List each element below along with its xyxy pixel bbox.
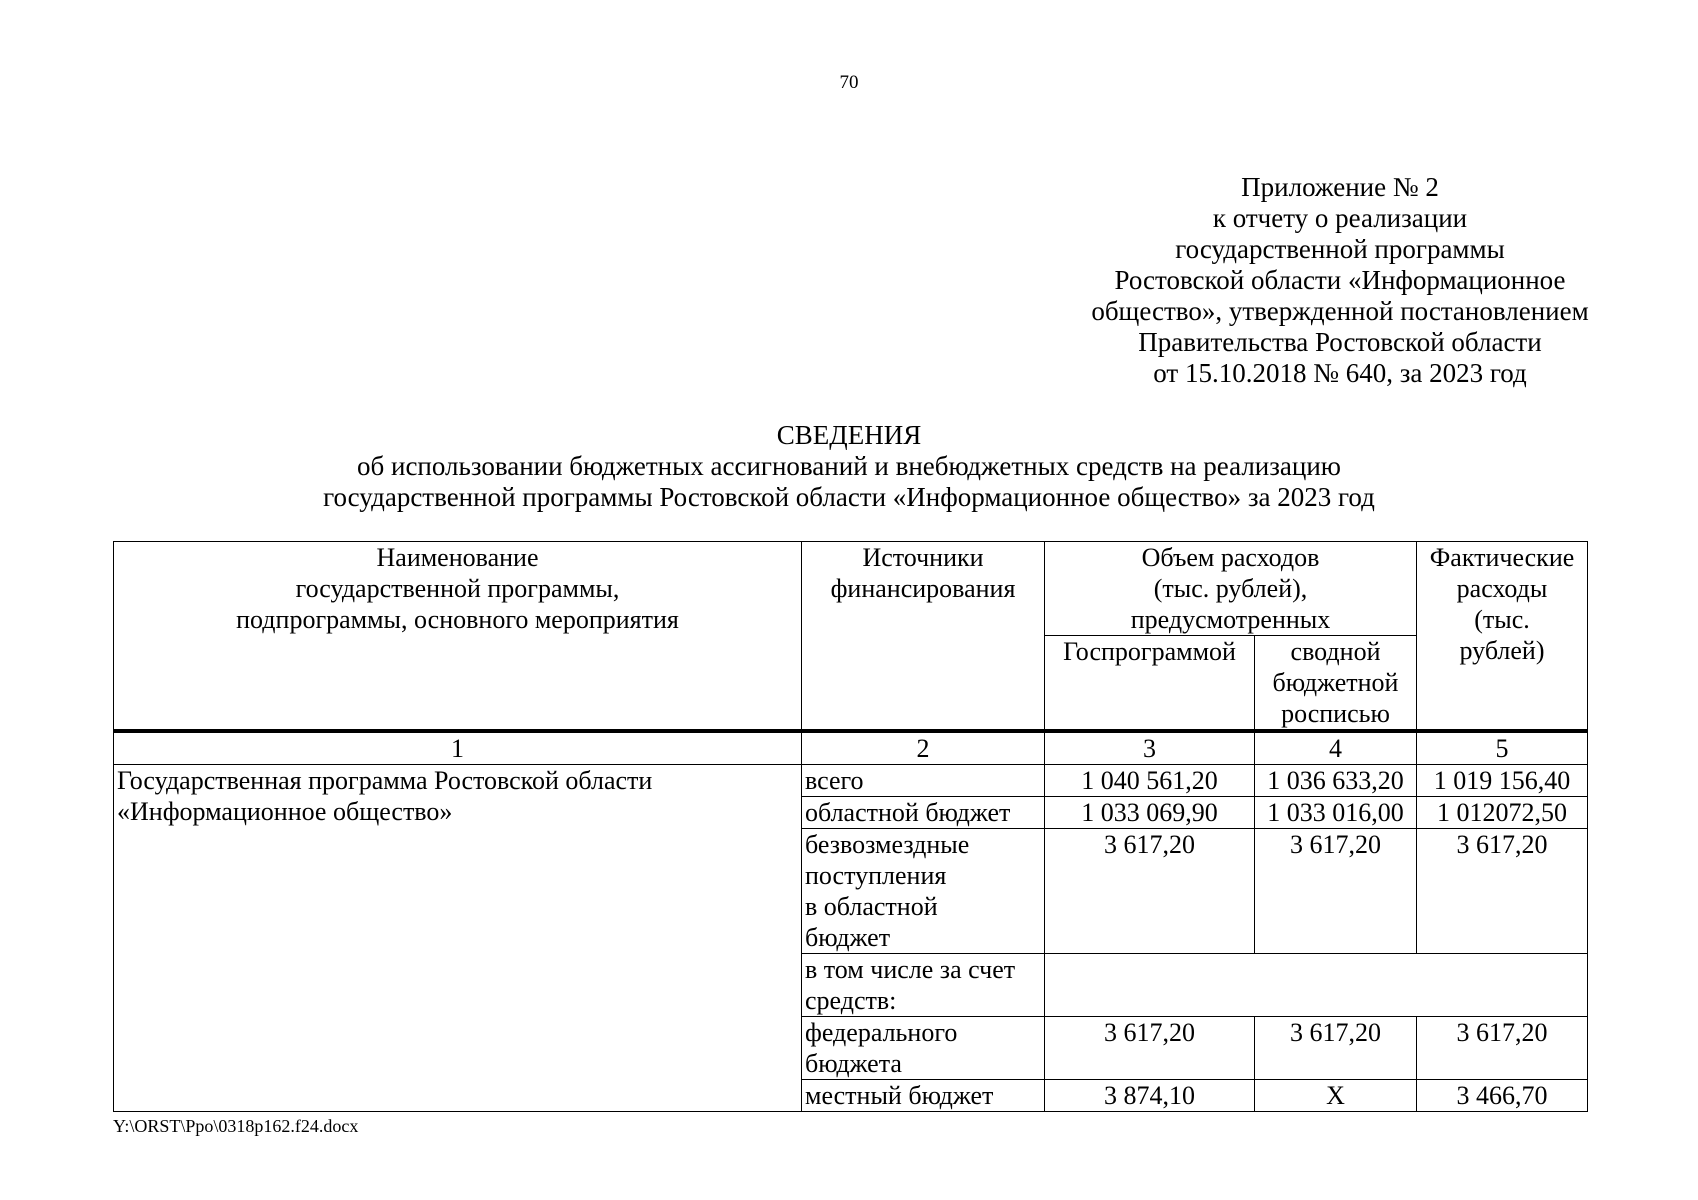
program-name-line: Государственная программа Ростовской области xyxy=(117,766,653,795)
source-text: всего xyxy=(805,766,864,795)
value-actual: 3 466,70 xyxy=(1417,1080,1588,1112)
header-actual-expenses xyxy=(1417,542,1588,732)
header-text: Объем расходов xyxy=(1141,543,1320,572)
header-text: сводной xyxy=(1290,637,1381,666)
column-number: 4 xyxy=(1255,731,1417,765)
source-cell xyxy=(802,1080,1045,1112)
table-row xyxy=(114,765,1588,797)
header-gosprogram xyxy=(1045,636,1255,732)
column-number: 3 xyxy=(1045,731,1255,765)
appendix-line: Приложение № 2 xyxy=(1241,172,1439,202)
header-row xyxy=(114,542,1588,636)
program-name-cell xyxy=(114,765,802,1112)
source-cell xyxy=(802,1017,1045,1080)
value-gosprogram: 1 040 561,20 xyxy=(1045,765,1255,797)
header-text: предусмотренных xyxy=(1130,605,1331,634)
appendix-line: общество», утвержденной постановлением xyxy=(1091,296,1589,326)
value-gosprogram: 3 617,20 xyxy=(1045,1017,1255,1080)
header-text: Наименование xyxy=(376,543,539,572)
appendix-line: к отчету о реализации xyxy=(1212,203,1468,233)
source-text: бюджета xyxy=(805,1049,902,1078)
document-title xyxy=(0,420,1698,513)
header-text: Источники xyxy=(862,543,984,572)
value-budget-schedule: 1 033 016,00 xyxy=(1255,797,1417,829)
source-text: безвозмездные xyxy=(805,830,970,859)
header-text: подпрограммы, основного мероприятия xyxy=(236,605,679,634)
value-gosprogram: 1 033 069,90 xyxy=(1045,797,1255,829)
title-subline: государственной программы Ростовской области «Информационное общество» за 2023 год xyxy=(323,482,1375,512)
value-budget-schedule: 3 617,20 xyxy=(1255,1017,1417,1080)
budget-report-table xyxy=(113,541,1588,1112)
value-actual: 3 617,20 xyxy=(1417,829,1588,954)
header-text: росписью xyxy=(1281,699,1390,728)
empty-merged-cell xyxy=(1045,954,1588,1017)
value-gosprogram: 3 617,20 xyxy=(1045,829,1255,954)
appendix-block xyxy=(1040,172,1640,389)
header-budget-schedule xyxy=(1255,636,1417,732)
page-number: 70 xyxy=(839,72,859,93)
column-number: 2 xyxy=(802,731,1045,765)
appendix-line: государственной программы xyxy=(1175,234,1505,264)
header-text: государственной программы, xyxy=(295,574,620,603)
header-planned-expenses xyxy=(1045,542,1417,636)
source-text: средств: xyxy=(805,986,897,1015)
value-budget-schedule: 1 036 633,20 xyxy=(1255,765,1417,797)
header-text: Госпрограммой xyxy=(1063,637,1236,666)
source-text: областной бюджет xyxy=(805,798,1011,827)
header-funding-sources xyxy=(802,542,1045,732)
source-text: федерального xyxy=(805,1018,958,1047)
header-program-name xyxy=(114,542,802,732)
header-text: (тыс. рублей), xyxy=(1153,574,1308,603)
file-path-footer: Y:\ORST\Ppo\0318p162.f24.docx xyxy=(113,1116,359,1136)
source-cell xyxy=(802,797,1045,829)
value-actual: 1 019 156,40 xyxy=(1417,765,1588,797)
source-text: поступления xyxy=(805,861,947,890)
source-text: местный бюджет xyxy=(805,1081,994,1110)
appendix-line: от 15.10.2018 № 640, за 2023 год xyxy=(1153,358,1527,388)
source-text: в областной xyxy=(805,892,938,921)
source-text: в том числе за счет xyxy=(805,955,1016,984)
source-text: бюджет xyxy=(805,923,891,952)
header-text: (тыс. xyxy=(1474,605,1530,634)
source-cell xyxy=(802,765,1045,797)
source-cell xyxy=(802,829,1045,954)
column-number: 5 xyxy=(1417,731,1588,765)
value-gosprogram: 3 874,10 xyxy=(1045,1080,1255,1112)
value-budget-schedule: 3 617,20 xyxy=(1255,829,1417,954)
header-text: Фактические xyxy=(1429,543,1575,572)
header-text: расходы xyxy=(1456,574,1548,603)
header-text: бюджетной xyxy=(1272,668,1399,697)
value-actual: 3 617,20 xyxy=(1417,1017,1588,1080)
title-main: СВЕДЕНИЯ xyxy=(776,420,922,450)
value-budget-schedule: Х xyxy=(1255,1080,1417,1112)
source-cell xyxy=(802,954,1045,1017)
column-number: 1 xyxy=(114,731,802,765)
header-text: финансирования xyxy=(830,574,1016,603)
column-numbers-row xyxy=(114,731,1588,765)
appendix-line: Правительства Ростовской области xyxy=(1138,327,1542,357)
program-name-line: «Информационное общество» xyxy=(117,797,453,826)
header-text: рублей) xyxy=(1459,636,1545,665)
title-subline: об использовании бюджетных ассигнований и внебюджетных средств на реализацию xyxy=(357,451,1341,481)
appendix-line: Ростовской области «Информационное xyxy=(1114,265,1566,295)
value-actual: 1 012072,50 xyxy=(1417,797,1588,829)
